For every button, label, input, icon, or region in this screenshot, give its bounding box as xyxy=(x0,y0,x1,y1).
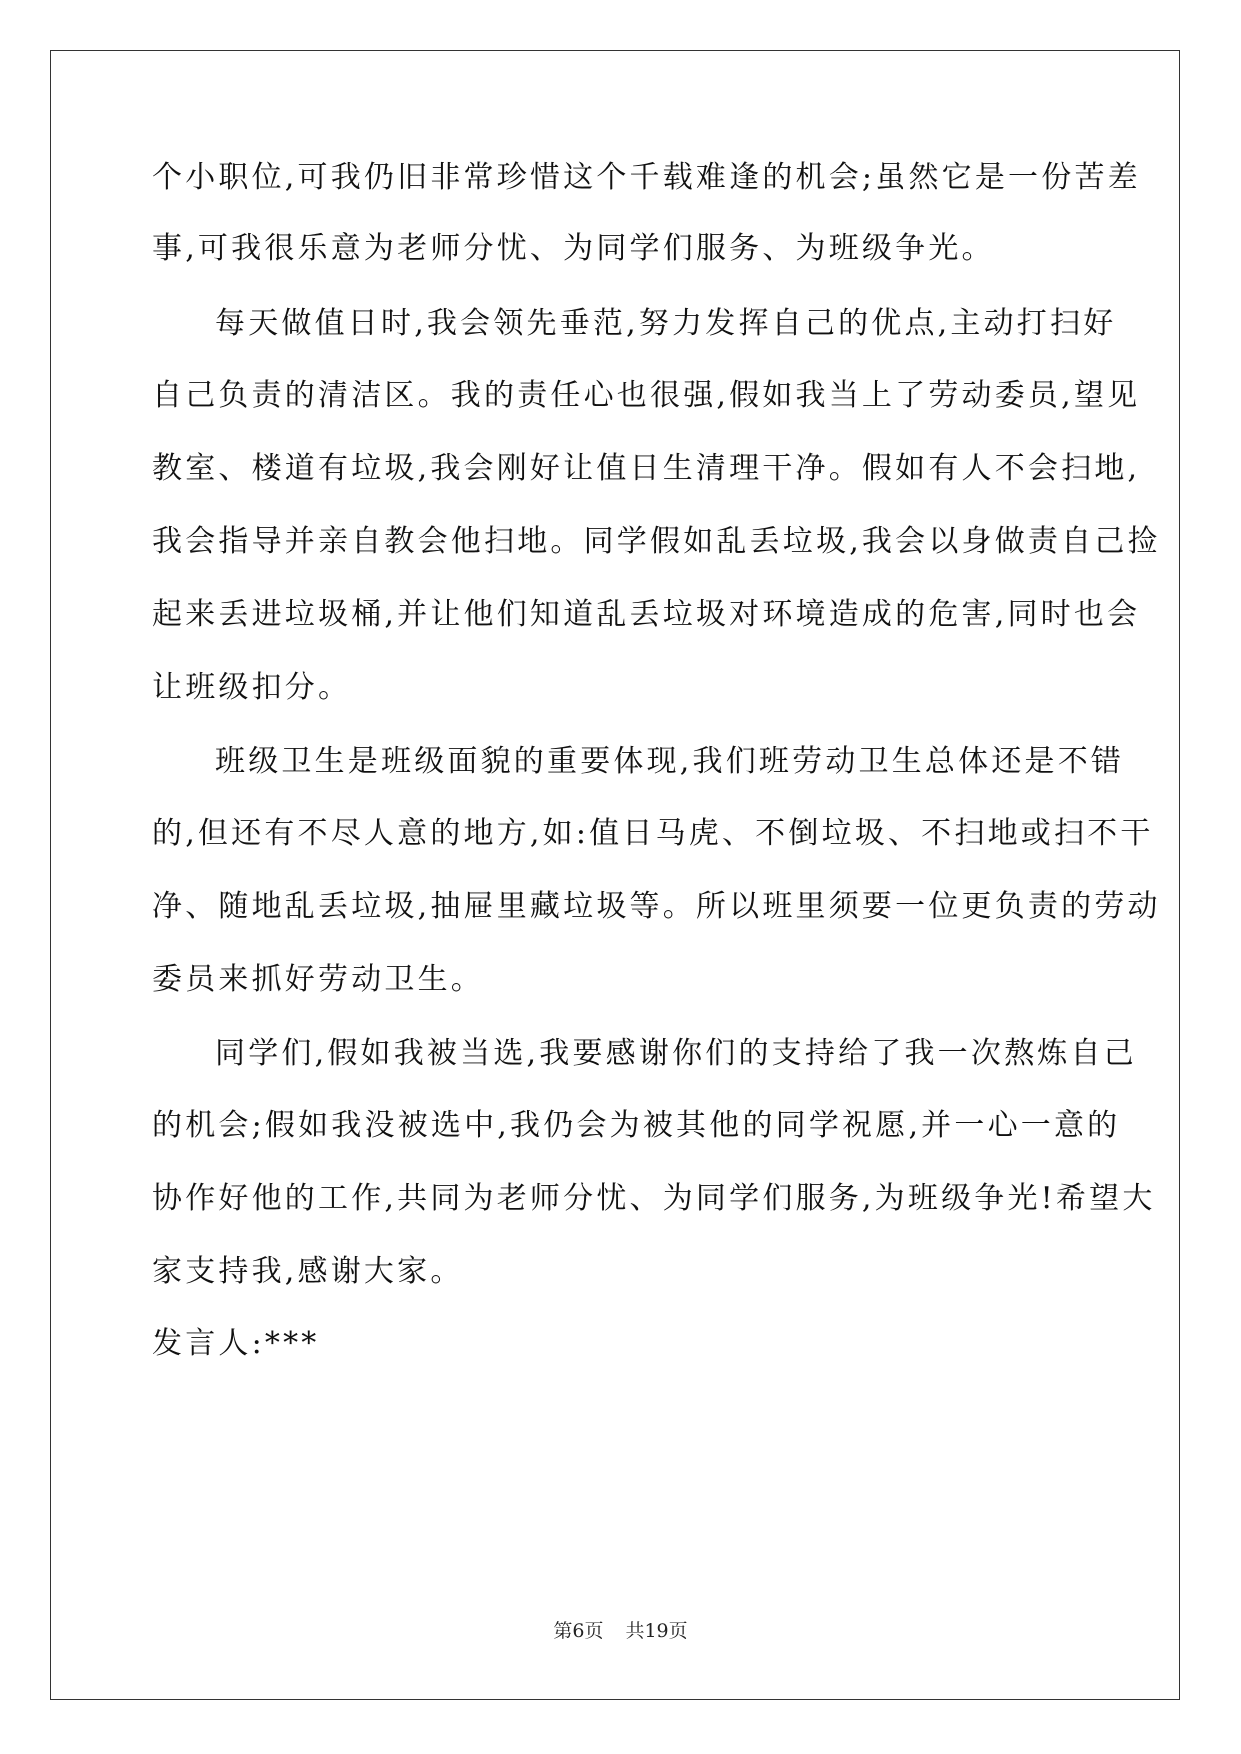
text-line: 协作好他的工作,共同为老师分忧、为同学们服务,为班级争光!希望大 xyxy=(152,1181,1156,1216)
text-line: 让班级扣分。 xyxy=(152,670,352,705)
text-line: 我会指导并亲自教会他扫地。同学假如乱丢垃圾,我会以身做责自己捡 xyxy=(152,524,1161,559)
page-number: 第6页 xyxy=(553,1620,604,1642)
text-line: 同学们,假如我被当选,我要感谢你们的支持给了我一次熬炼自己 xyxy=(215,1036,1137,1071)
text-line: 委员来抓好劳动卫生。 xyxy=(152,962,484,997)
text-line: 的机会;假如我没被选中,我仍会为被其他的同学祝愿,并一心一意的 xyxy=(152,1108,1121,1143)
text-line: 自己负责的清洁区。我的责任心也很强,假如我当上了劳动委员,望见 xyxy=(152,378,1141,413)
text-line: 事,可我很乐意为老师分忧、为同学们服务、为班级争光。 xyxy=(152,231,995,266)
text-line: 班级卫生是班级面貌的重要体现,我们班劳动卫生总体还是不错 xyxy=(215,744,1125,779)
text-line: 个小职位,可我仍旧非常珍惜这个千载难逢的机会;虽然它是一份苦差 xyxy=(152,160,1141,195)
page-border xyxy=(50,50,1180,1700)
text-line: 家支持我,感谢大家。 xyxy=(152,1254,464,1289)
total-pages: 共19页 xyxy=(625,1620,688,1642)
page-footer xyxy=(0,1619,1241,1643)
text-line: 起来丢进垃圾桶,并让他们知道乱丢垃圾对环境造成的危害,同时也会 xyxy=(152,597,1141,632)
text-line: 教室、楼道有垃圾,我会刚好让值日生清理干净。假如有人不会扫地, xyxy=(152,451,1141,486)
text-line: 的,但还有不尽人意的地方,如:值日马虎、不倒垃圾、不扫地或扫不干 xyxy=(152,816,1154,851)
speaker-signature: 发言人:*** xyxy=(152,1326,320,1361)
text-line: 净、随地乱丢垃圾,抽屉里藏垃圾等。所以班里须要一位更负责的劳动 xyxy=(152,889,1161,924)
text-line: 每天做值日时,我会领先垂范,努力发挥自己的优点,主动打扫好 xyxy=(215,306,1117,341)
